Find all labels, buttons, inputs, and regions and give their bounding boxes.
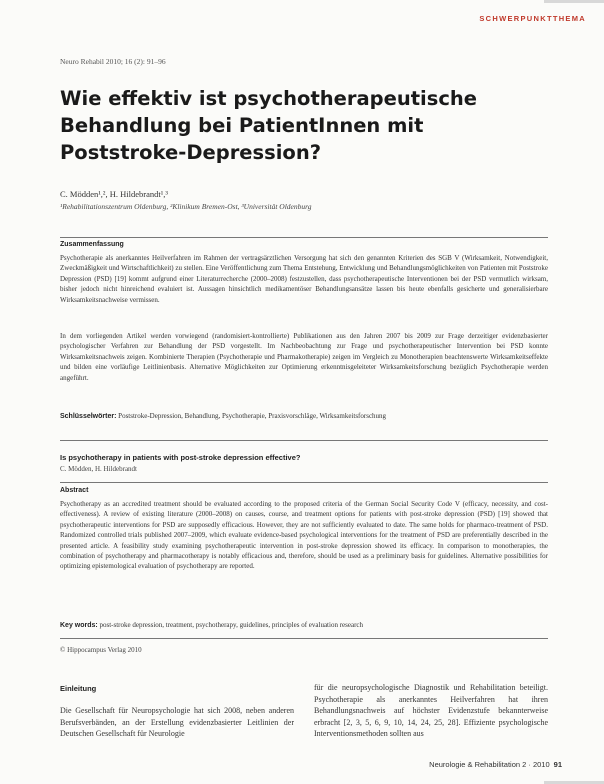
journal-reference: Neuro Rehabil 2010; 16 (2): 91–96 — [60, 57, 166, 66]
top-rule — [544, 0, 604, 3]
body-right-column: für die neuropsychologische Diagnostik und Rehabilitation beteiligt. Psychotherapie als anerkanntes Heilverfahren hat ihren Behandlungsnachweis auf höchster Evidenzstufe bekannterweise erbracht [2, 3, 5, 6, 9, 10, 14, 24, 25, 28]. Effiziente psychologische Interventionsmethoden sollten aus — [314, 683, 548, 738]
zusammenfassung-heading: Zusammenfassung — [60, 241, 124, 248]
english-abstract: Psychotherapy as an accredited treatment should be evaluated according to the proposed criteria of the German Social Security Code V (efficacy, necessity, and cost-effectiveness). A review of existing literature (2000–2008) on causes, course, and treatment options for patients with post-stroke depression (PSD) [19] showed that psychotherapeutic interventions for PSD are supposedly efficacious. However, they are not sufficiently evaluated to date. The same holds for pharmaco-treatment of PSD. Randomized controlled trials published 2007–2009, which evaluate evidence-based psychological interventions for the treatment of PSD are preferentially described in the presented article. A feasibility study examining psychotherapeutic intervention in post-stroke depression showed its efficacy. In comparison to monotherapies, the combination of psychotherapy and pharmacotherapy is notably efficacious and, therefore, should be used as a preliminary basis for guidelines. Alternative possibilities for optimizing epistemological evaluation of psychotherapy are reported. — [60, 500, 548, 571]
divider — [60, 237, 548, 238]
body-left-column: Die Gesellschaft für Neuropsychologie hat sich 2008, neben anderen Berufsverbänden, an der Erstellung evidenzbasierter Leitlinien der Deutschen Gesellschaft für Neurologie — [60, 706, 294, 738]
divider — [60, 638, 548, 639]
english-keywords-text: post-stroke depression, treatment, psychotherapy, guidelines, principles of evaluation research — [99, 621, 364, 629]
page-footer — [429, 760, 562, 769]
english-keywords — [60, 620, 548, 631]
german-keywords-text: Poststroke-Depression, Behandlung, Psychotherapie, Praxisvorschläge, Wirksamkeitsforschung — [118, 412, 387, 420]
affiliations: ¹Rehabilitationszentrum Oldenburg, ²Klinikum Bremen-Ost, ³Universität Oldenburg — [60, 202, 312, 211]
german-abstract-paragraph-1: Psychotherapie als anerkanntes Heilverfahren im Rahmen der vertragsärztlichen Versorgung hat sich den genannten Kriterien des SGB V (Wirksamkeit, Notwendigkeit, Zweckmäßigkeit und Wirtschaftlichkeit) zu stellen. Eine Veröffentlichung zum Thema Entstehung, Entwicklung und Behandlungsmöglichkeiten von Patienten mit Poststroke Depression (PSD) [19] kommt aufgrund einer Literaturrecherche (2000–2008) festzustellen, dass psychotherapeutische Interventionen bei der PSD vermutlich wirksam, bisher jedoch nicht hinreichend evaluiert ist. Aussagen hinsichtlich medikamentöser Behandlungsansätze lassen bis heute ebenfalls gesicherte und generalisierbare Wirksamkeitsnachweise vermissen. — [60, 254, 548, 304]
einleitung-heading: Einleitung — [60, 684, 97, 693]
abstract-heading: Abstract — [60, 487, 89, 494]
authors: C. Mödden¹,², H. Hildebrandt¹,³ — [60, 189, 168, 199]
divider — [60, 440, 548, 441]
article-title: Wie effektiv ist psychotherapeutische Behandlung bei PatientInnen mit Poststroke-Depression? — [60, 87, 477, 164]
copyright: © Hippocampus Verlag 2010 — [60, 646, 142, 654]
page-number: 91 — [553, 760, 562, 769]
german-abstract-paragraph-2: In dem vorliegenden Artikel werden vorwiegend (randomisiert-kontrollierte) Publikationen aus den Jahren 2007 bis 2009 zur Frage derzeitiger evidenzbasierter psychologischer Verfahren zur Behandlung der PSD vorgestellt. Im Nachbeobachtung zur Frage und psychotherapeutischer Intervention bei PSD konnte Wirksamkeitsnachweis zeigen. Kombinierte Therapien (Psychotherapie und Pharmakotherapie) zeigen im Vergleich zu Monotherapien beachtenswerte Wirksamkeitseffekte und bilden eine vorläufige Leitlinienbasis. Alternative Möglichkeiten zur Optimierung erkenntnisgeleiteter Wirksamkeitsforschung bezüglich Psychotherapie werden angeführt. — [60, 332, 548, 382]
german-keywords-label: Schlüsselwörter: — [60, 413, 117, 420]
english-keywords-label: Key words: — [60, 622, 98, 629]
section-label: SCHWERPUNKTTHEMA — [479, 14, 586, 23]
footer-journal: Neurologie & Rehabilitation 2 · 2010 — [429, 760, 550, 769]
english-title: Is psychotherapy in patients with post-stroke depression effective? — [60, 453, 301, 462]
german-keywords — [60, 411, 548, 422]
divider — [60, 482, 548, 483]
english-authors: C. Mödden, H. Hildebrandt — [60, 465, 137, 473]
